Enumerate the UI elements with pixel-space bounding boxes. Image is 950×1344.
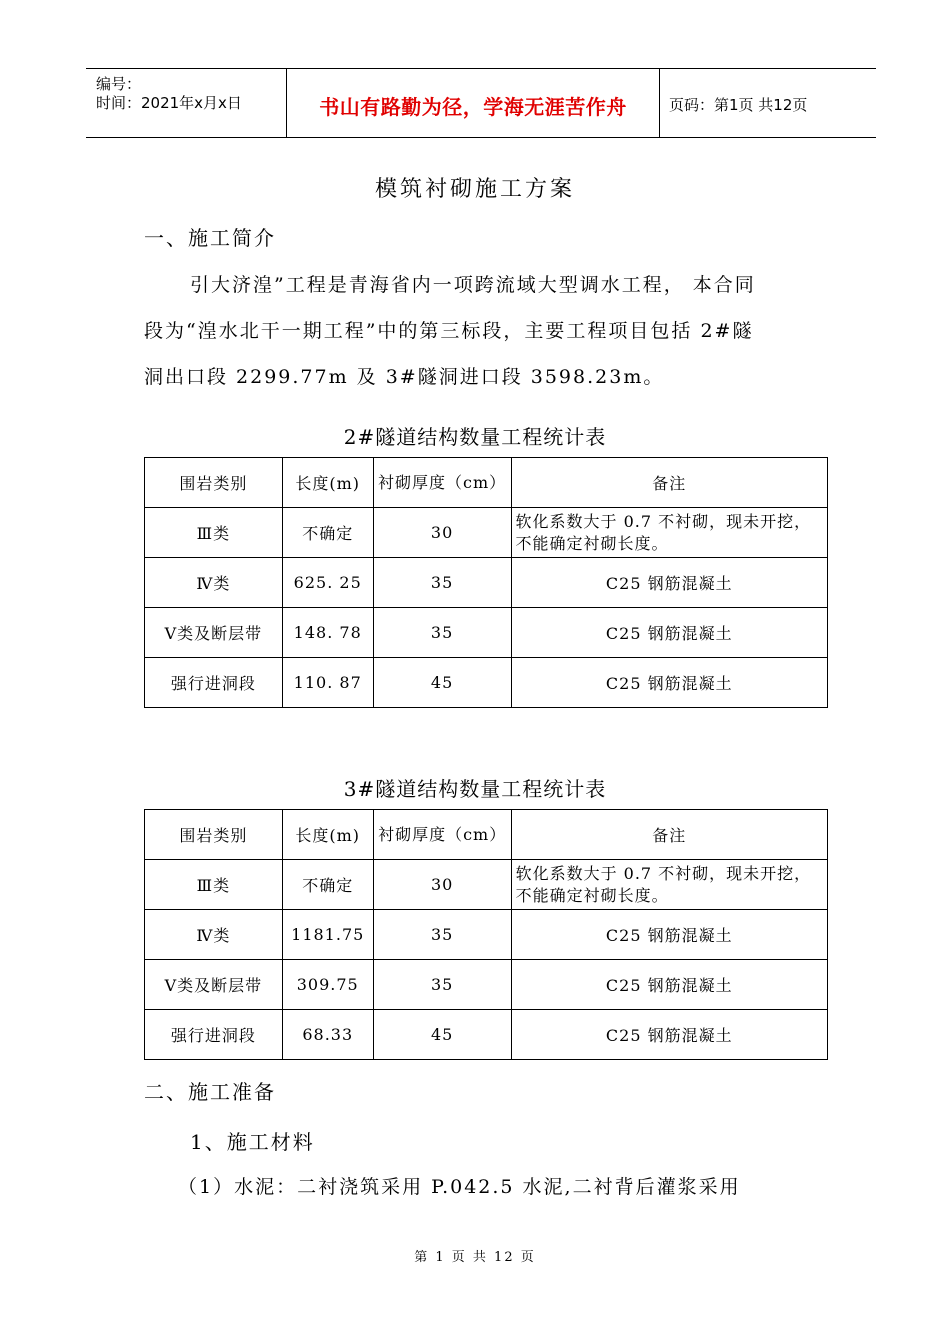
table-row [145,558,828,608]
page-header [86,68,876,138]
table-cell: Ⅴ类及断层带 [145,960,283,1010]
intro-line-1: 引大济湟”工程是青海省内一项跨流域大型调水工程， 本合同 [190,274,756,296]
table-row [145,910,828,960]
header-cell: 围岩类别 [145,458,283,508]
table-cell: 35 [373,608,511,658]
header-cell: 备注 [511,810,827,860]
document-title: 模筑衬砌施工方案 [374,177,575,202]
table-cell: 309.75 [282,960,373,1010]
table-cell: 35 [373,558,511,608]
header-motto-cell [286,69,660,137]
table3 [144,809,828,1060]
table-cell: 35 [373,910,511,960]
table-row [145,508,828,558]
table-cell: Ⅲ类 [145,508,283,558]
intro-line-2: 段为“湟水北干一期工程”中的第三标段，主要工程项目包括 2#隧 [144,320,754,342]
page-footer: 第 1 页 共 12 页 [414,1250,536,1265]
table-cell: 1181.75 [282,910,373,960]
table-cell: 强行进洞段 [145,1010,283,1060]
table-cell: 45 [373,658,511,708]
table-row [145,960,828,1010]
table-header-row [145,810,828,860]
table-cell: 148. 78 [282,608,373,658]
section-heading-intro: 一、施工简介 [144,226,276,250]
table-cell: 软化系数大于 0.7 不衬砌，现未开挖，不能确定衬砌长度。 [511,508,827,558]
table-cell: Ⅳ类 [145,558,283,608]
table-cell: C25 钢筋混凝土 [511,558,827,608]
intro-line-3: 洞出口段 2299.77m 及 3#隧洞进口段 3598.23m。 [144,366,665,388]
table-cell: 110. 87 [282,658,373,708]
table-cell: 30 [373,860,511,910]
header-cell: 长度(m) [282,458,373,508]
table-row [145,860,828,910]
table-cell: C25 钢筋混凝土 [511,1010,827,1060]
table-cell: 625. 25 [282,558,373,608]
materials-item-cement: （1）水泥：二衬浇筑采用 P.042.5 水泥,二衬背后灌浆采用 [178,1176,741,1198]
header-cell: 备注 [511,458,827,508]
table-cell: 不确定 [282,860,373,910]
section-heading-prep: 二、施工准备 [144,1080,276,1104]
table-cell: 30 [373,508,511,558]
subsection-materials: 1、施工材料 [190,1130,315,1154]
table-cell: 45 [373,1010,511,1060]
table-cell: 68.33 [282,1010,373,1060]
header-cell: 长度(m) [282,810,373,860]
table2 [144,457,828,708]
table-row [145,1010,828,1060]
table-cell: 不确定 [282,508,373,558]
table-cell: Ⅴ类及断层带 [145,608,283,658]
table2-caption: 2#隧道结构数量工程统计表 [343,425,607,449]
table-cell: 35 [373,960,511,1010]
header-page-cell [659,69,876,137]
table-cell: Ⅲ类 [145,860,283,910]
table-row [145,658,828,708]
table3-caption: 3#隧道结构数量工程统计表 [343,777,607,801]
header-cell: 衬砌厚度（cm） [373,810,511,860]
table-cell: Ⅳ类 [145,910,283,960]
table-cell: C25 钢筋混凝土 [511,910,827,960]
table-row [145,608,828,658]
table-cell: C25 钢筋混凝土 [511,658,827,708]
table-cell: C25 钢筋混凝土 [511,608,827,658]
header-meta [86,69,286,137]
header-motto: 书山有路勤为径，学海无涯苦作舟 [319,95,627,119]
header-cell: 围岩类别 [145,810,283,860]
header-cell: 衬砌厚度（cm） [373,458,511,508]
doc-time-label: 时间：2021年x月x日 [96,94,242,112]
table-cell: C25 钢筋混凝土 [511,960,827,1010]
table-cell: 强行进洞段 [145,658,283,708]
table-cell: 软化系数大于 0.7 不衬砌，现未开挖，不能确定衬砌长度。 [511,860,827,910]
doc-number-label: 编号： [96,75,142,93]
header-page-info: 页码：第1页 共12页 [669,96,808,114]
table-header-row [145,458,828,508]
